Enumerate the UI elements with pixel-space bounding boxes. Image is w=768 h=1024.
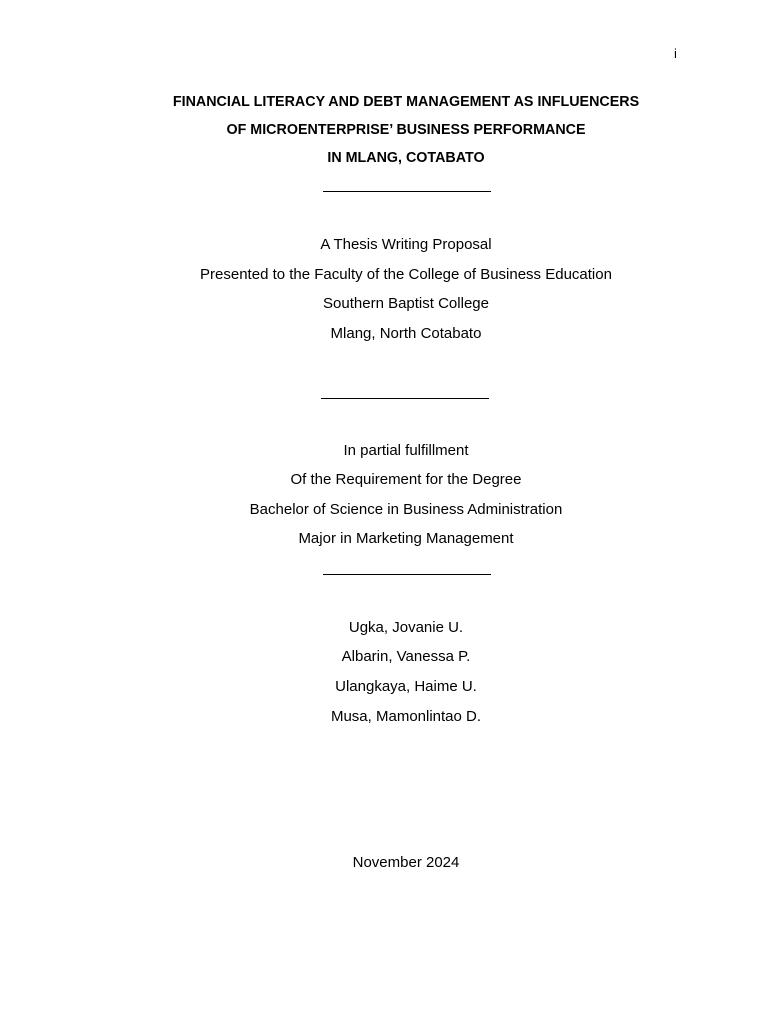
thesis-title-line-1: FINANCIAL LITERACY AND DEBT MANAGEMENT AS INFLUENCERS xyxy=(172,94,640,110)
author-name: Musa, Mamonlintao D. xyxy=(330,708,482,725)
divider-rule-2 xyxy=(321,398,489,399)
divider-rule-1 xyxy=(323,191,491,192)
proposal-type: A Thesis Writing Proposal xyxy=(320,236,492,253)
degree-major: Major in Marketing Management xyxy=(298,530,514,547)
presented-to-line: Presented to the Faculty of the College of Business Education xyxy=(200,266,612,283)
author-name: Ugka, Jovanie U. xyxy=(348,619,464,636)
divider-rule-3 xyxy=(323,574,491,575)
fulfillment-line-2: Of the Requirement for the Degree xyxy=(290,471,522,488)
thesis-title-line-2: OF MICROENTERPRISE’ BUSINESS PERFORMANCE xyxy=(226,122,586,138)
author-name: Ulangkaya, Haime U. xyxy=(335,678,477,695)
degree-name: Bachelor of Science in Business Administration xyxy=(249,501,563,518)
submission-date: November 2024 xyxy=(352,854,460,871)
fulfillment-line-1: In partial fulfillment xyxy=(343,442,469,459)
author-name: Albarin, Vanessa P. xyxy=(341,648,471,665)
thesis-title-line-3: IN MLANG, COTABATO xyxy=(327,150,485,166)
institution-location: Mlang, North Cotabato xyxy=(330,325,482,342)
institution-name: Southern Baptist College xyxy=(323,295,489,312)
page-number: i xyxy=(674,46,677,61)
